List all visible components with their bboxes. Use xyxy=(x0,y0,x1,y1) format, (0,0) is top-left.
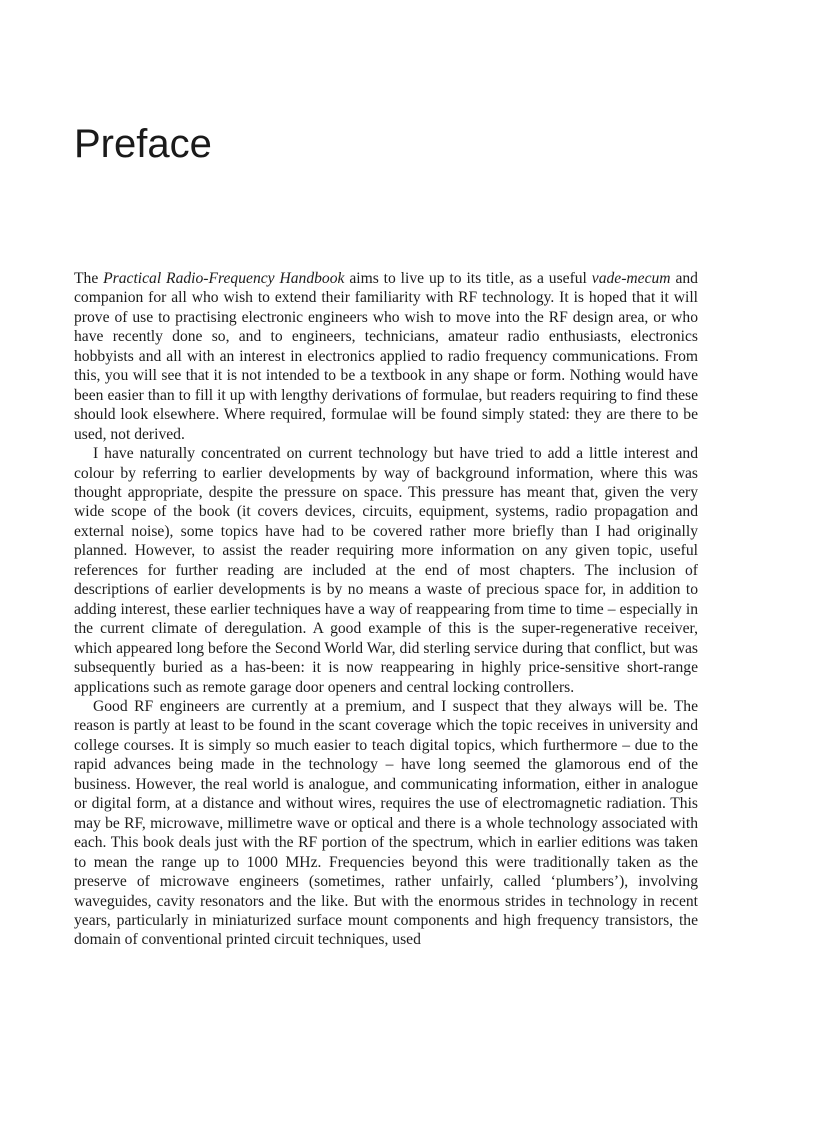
page-title: Preface xyxy=(74,122,212,166)
paragraph-3: Good RF engineers are currently at a premium, and I suspect that they always will be. The reason is partly at least to be found in the scant coverage which the topic receives in university and college courses. It is simply so much easier to teach digital topics, which furthermore – due to the rapid advances being made in the technology – have long seemed the glamorous end of the business. However, the real world is analogue, and communicating information, either in analogue or digital form, at a distance and without wires, requires the use of electromagnetic radiation. This may be RF, microwave, millimetre wave or optical and there is a whole technology associated with each. This book deals just with the RF portion of the spectrum, which in earlier editions was taken to mean the range up to 1000 MHz. Frequencies beyond this were traditionally taken as the preserve of microwave engineers (sometimes, rather unfairly, called ‘plumbers’), involving waveguides, cavity resonators and the like. But with the enormous strides in technology in recent years, particularly in miniaturized surface mount components and high frequency transistors, the domain of conventional printed circuit techniques, used xyxy=(74,697,698,949)
paragraph-2: I have naturally concentrated on current technology but have tried to add a little interest and colour by referring to earlier developments by way of background information, where this was thought appropriate, despite the pressure on space. This pressure has meant that, given the very wide scope of the book (it covers devices, circuits, equipment, systems, radio propagation and external noise), some topics have had to be covered rather more briefly than I had originally planned. However, to assist the reader requiring more information on any given topic, useful references for further reading are included at the end of most chapters. The inclusion of descriptions of earlier developments is by no means a waste of precious space for, in addition to adding interest, these earlier techniques have a way of reappearing from time to time – especially in the current climate of deregulation. A good example of this is the super-regenerative receiver, which appeared long before the Second World War, did sterling service during that conflict, but was subsequently buried as a has-been: it is now reappearing in highly price-sensitive short-range applications such as remote garage door openers and central locking controllers. xyxy=(74,445,698,696)
p1-text-c: and companion for all who wish to extend their familiarity with RF technology. It is hoped that it will prove of use to practising electronic engineers who wish to move into the RF design area, or who have recently done so, and to engineers, technicians, amateur radio enthusiasts, electronics hobbyists and all with an interest in electronics applied to radio frequency communications. From this, you will see that it is not intended to be a textbook in any shape or form. Nothing would have been easier than to fill it up with lengthy derivations of formulae, but readers requiring to find these should look elsewhere. Where required, formulae will be found simply stated: they are there to be used, not derived. xyxy=(74,270,698,443)
paragraph-1 xyxy=(74,269,698,444)
p1-text-a: The xyxy=(74,270,104,287)
p1-text-b: aims to live up to its title, as a useful xyxy=(344,270,592,287)
body-text xyxy=(74,269,698,950)
book-title: Practical Radio-Frequency Handbook xyxy=(103,270,345,287)
vade-mecum-term: vade-mecum xyxy=(591,270,671,287)
